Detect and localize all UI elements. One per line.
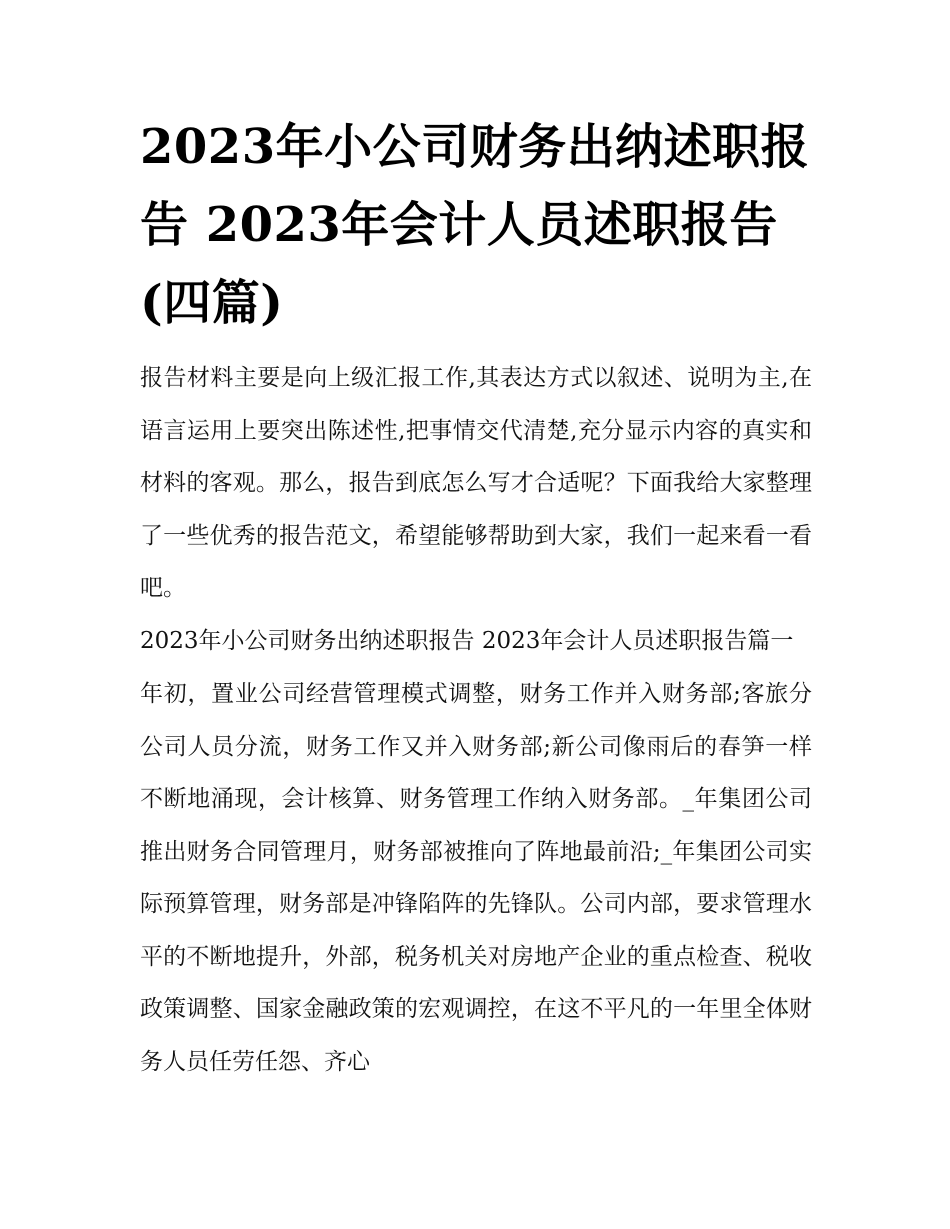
document-page — [140, 108, 812, 1088]
document-title: 2023年小公司财务出纳述职报告 2023年会计人员述职报告(四篇) — [140, 119, 810, 331]
intro-paragraph: 报告材料主要是向上级汇报工作,其表达方式以叙述、说明为主,在语言运用上要突出陈述性,把事情交代清楚,充分显示内容的真实和材料的客观。那么，报告到底怎么写才合适呢？下面我给大家整理了一些优秀的报告范文，希望能够帮助到大家，我们一起来看一看吧。 — [140, 365, 812, 601]
section-heading: 2023年小公司财务出纳述职报告 2023年会计人员述职报告篇一 — [140, 627, 794, 654]
body-paragraph: 年初，置业公司经营管理模式调整，财务工作并入财务部;客旅分公司人员分流，财务工作又并入财务部;新公司像雨后的春笋一样不断地涌现，会计核算、财务管理工作纳入财务部。_年集团公司推出财务合同管理月，财务部被推向了阵地最前沿;_年集团公司实际预算管理，财务部是冲锋陷阵的先锋队。公司内部，要求管理水平的不断地提升，外部，税务机关对房地产企业的重点检查、税收政策调整、国家金融政策的宏观调控，在这不平凡的一年里全体财务人员任劳任怨、齐心 — [140, 681, 812, 1075]
